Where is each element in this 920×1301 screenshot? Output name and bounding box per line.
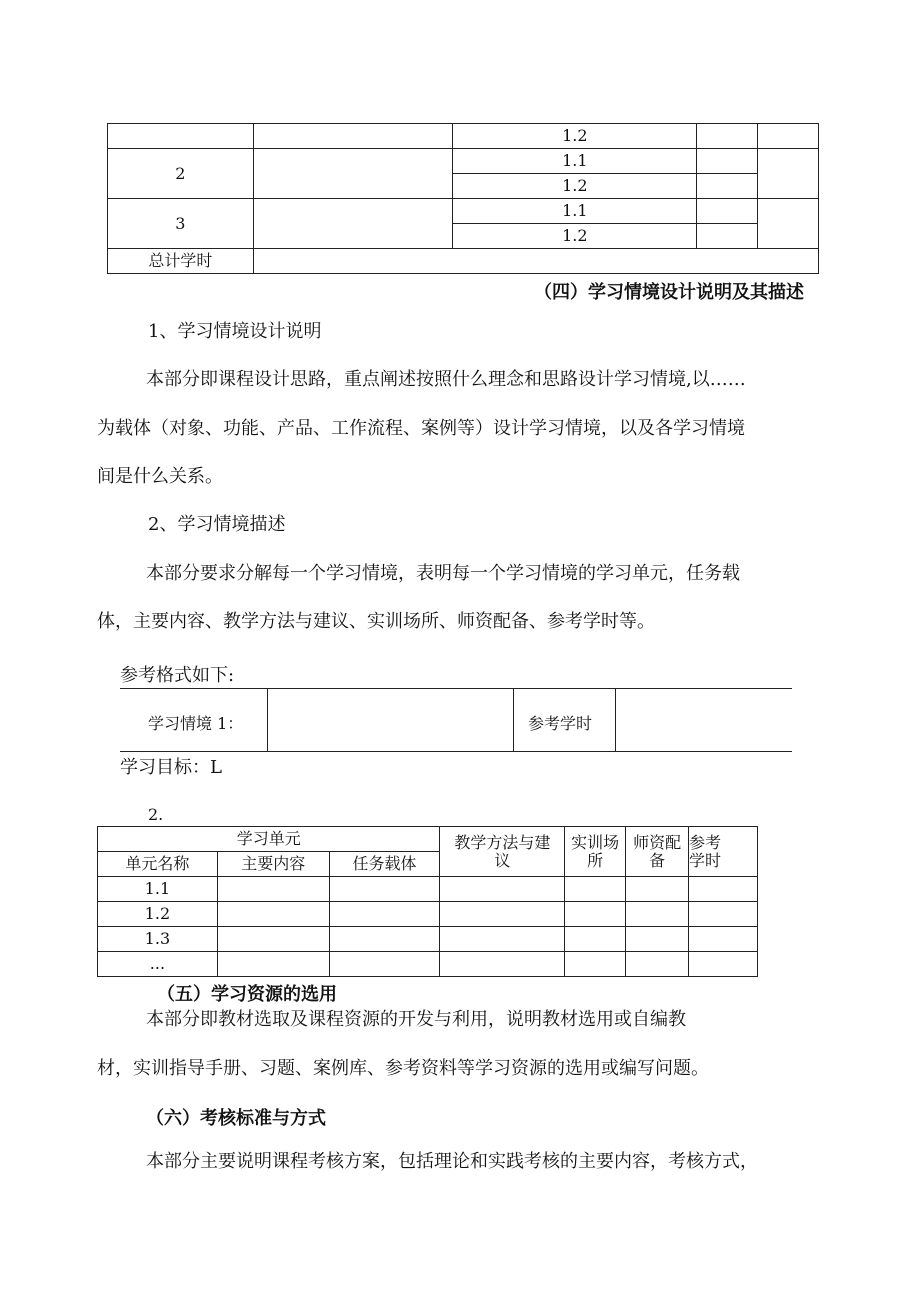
situation-label: 学习情境 1：	[148, 714, 244, 733]
unit-name-cell: 1.2	[98, 902, 218, 927]
table-cell	[697, 199, 758, 224]
header-teacher-line: 备	[649, 850, 666, 870]
table-cell	[758, 124, 819, 149]
table-cell	[329, 877, 440, 902]
hours-table	[107, 123, 819, 274]
box-divider	[615, 688, 616, 751]
table-cell	[626, 952, 689, 977]
table-cell	[565, 877, 626, 902]
unit-name-cell: 1.1	[98, 877, 218, 902]
section5-line-1: 本部分即教材选取及课程资源的开发与利用，说明教材选用或自编教	[146, 1009, 686, 1030]
group-number: 2	[108, 149, 254, 199]
sub1-line-1: 本部分即课程设计思路，重点阐述按照什么理念和思路设计学习情境,以……	[146, 369, 746, 390]
sub1-line-2: 为载体（对象、功能、产品、工作流程、案例等）设计学习情境，以及各学习情境	[97, 418, 745, 439]
section5-title: （五）学习资源的选用	[157, 984, 337, 1005]
table-cell: 1.2	[453, 174, 697, 199]
table-cell	[329, 952, 440, 977]
table-cell	[626, 927, 689, 952]
table-cell	[440, 952, 565, 977]
total-value	[253, 249, 818, 274]
table-cell	[565, 902, 626, 927]
box-divider	[513, 688, 514, 751]
table-cell	[253, 199, 453, 249]
sub2-line-2: 体，主要内容、教学方法与建议、实训场所、师资配备、参考学时等。	[97, 611, 655, 632]
box-top-rule	[120, 688, 792, 689]
table-cell	[329, 902, 440, 927]
header-method-line: 议	[494, 850, 511, 870]
sub2-title: 2、学习情境描述	[148, 514, 286, 535]
table-cell	[440, 927, 565, 952]
table-cell	[697, 124, 758, 149]
table-cell	[758, 199, 819, 249]
table-cell: 1.1	[453, 199, 697, 224]
table-cell	[217, 952, 329, 977]
table-cell	[440, 902, 565, 927]
sub1-line-3: 间是什么关系。	[97, 466, 223, 487]
unit-name-cell: ...	[98, 952, 218, 977]
header-unit-name: 单元名称	[98, 852, 218, 877]
total-label: 总计学时	[108, 249, 254, 274]
header-method	[440, 827, 565, 877]
header-hours-line: 参考	[689, 832, 722, 852]
table-cell	[565, 952, 626, 977]
table-cell	[697, 149, 758, 174]
section6-line-1: 本部分主要说明课程考核方案，包括理论和实践考核的主要内容，考核方式，	[146, 1151, 758, 1172]
table-cell: 1.2	[453, 224, 697, 249]
table-cell	[565, 927, 626, 952]
section5-line-2: 材，实训指导手册、习题、案例库、参考资料等学习资源的选用或编写问题。	[97, 1058, 709, 1079]
table-cell	[758, 149, 819, 199]
header-hours	[689, 827, 758, 877]
header-site	[565, 827, 626, 877]
table-cell	[217, 877, 329, 902]
table-row	[98, 927, 758, 952]
table-cell	[253, 124, 453, 149]
table-cell	[217, 927, 329, 952]
table-row	[98, 952, 758, 977]
table-cell	[626, 877, 689, 902]
table-cell	[108, 124, 254, 149]
header-teacher-line: 师资配	[633, 832, 682, 852]
sub2-line-1: 本部分要求分解每一个学习情境，表明每一个学习情境的学习单元，任务载	[146, 563, 740, 584]
sub1-title: 1、学习情境设计说明	[148, 321, 322, 342]
group-number: 3	[108, 199, 254, 249]
header-site-line: 所	[587, 850, 604, 870]
item-2: 2.	[148, 805, 164, 824]
goal-label: 学习目标：L	[120, 757, 222, 778]
table-cell	[689, 877, 758, 902]
table-cell	[217, 902, 329, 927]
table-cell	[689, 952, 758, 977]
header-main-content: 主要内容	[217, 852, 329, 877]
table-cell	[626, 902, 689, 927]
header-task-carrier: 任务载体	[329, 852, 440, 877]
header-site-line: 实训场	[571, 832, 620, 852]
unit-table	[97, 826, 758, 977]
header-method-line: 教学方法与建	[454, 832, 551, 852]
table-cell	[440, 877, 565, 902]
table-cell: 1.1	[453, 149, 697, 174]
header-unit-group: 学习单元	[98, 827, 440, 852]
table-cell	[253, 149, 453, 199]
box-divider	[267, 688, 268, 751]
table-row	[98, 877, 758, 902]
table-cell: 1.2	[453, 124, 697, 149]
table-row	[98, 902, 758, 927]
section6-title: （六）考核标准与方式	[146, 1108, 326, 1129]
table-cell	[697, 224, 758, 249]
header-teacher	[626, 827, 689, 877]
table-cell	[689, 927, 758, 952]
section4-title: （四）学习情境设计说明及其描述	[534, 282, 804, 303]
format-label: 参考格式如下:	[120, 665, 235, 686]
ref-hours-label: 参考学时	[528, 714, 593, 733]
table-cell	[329, 927, 440, 952]
box-bottom-rule	[120, 751, 792, 752]
table-cell	[689, 902, 758, 927]
table-cell	[697, 174, 758, 199]
unit-name-cell: 1.3	[98, 927, 218, 952]
header-hours-line: 学时	[689, 850, 722, 870]
